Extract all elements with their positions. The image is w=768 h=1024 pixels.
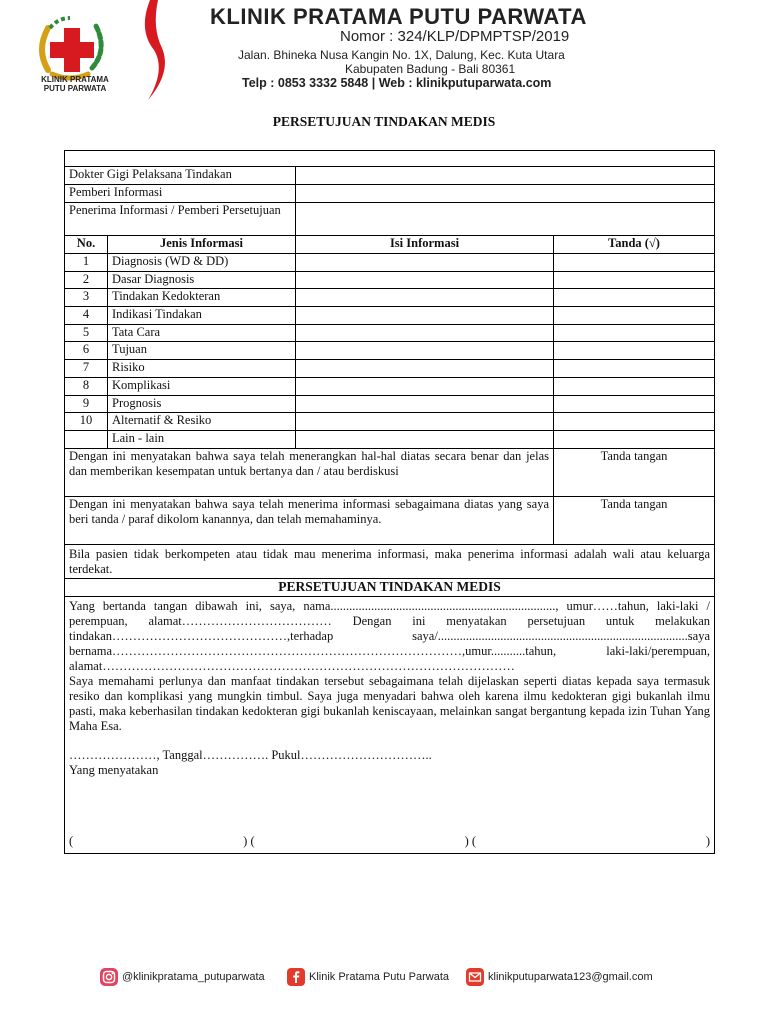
consent-paragraph-1[interactable]: Yang bertanda tangan dibawah ini, saya, nama........................................................................, umur……tahun, laki-laki / perempuan, alamat……………………………… Dengan ini menyatakan persetujuan untuk melakukan tindakan……………………………………,terhadap saya/................................................................................saya bernama…………………………………………………………………………,umur...........tahun, laki-laki/perempuan, alamat……………………………………………………………………………………… <box>69 598 710 673</box>
logo-caption-line2: PUTU PARWATA <box>43 84 107 93</box>
dokter-field[interactable] <box>296 167 715 185</box>
address-line2: Kabupaten Badung - Bali 80361 <box>345 62 516 76</box>
item-tanda-field[interactable] <box>554 254 715 272</box>
registration-number: Nomor : 324/KLP/DPMPTSP/2019 <box>340 28 570 45</box>
facebook-icon <box>287 968 305 986</box>
sig-close-3: ) <box>705 833 710 848</box>
contact-line: Telp : 0853 3332 5848 | Web : klinikputuparwata.com <box>242 76 552 90</box>
consent-paragraph-2: Saya memahami perlunya dan manfaat tindakan tersebut sebagaimana telah dijelaskan seperti diatas kepada saya termasuk resiko dan komplikasi yang mungkin timbul. Saya juga menyadari bahwa oleh karena ilmu kedokteran gigi bukanlah ilmu pasti, maka keberhasilan tindakan kedokteran gigi bukanlah keniscayaan, melainkan sangat bergantung kepada izin Tuhan Yang Maha Esa. <box>69 673 710 733</box>
info-items <box>65 254 715 449</box>
penerima-label: Penerima Informasi / Pemberi Persetujuan <box>65 203 296 236</box>
statement2-row <box>65 496 715 544</box>
item-tanda-field[interactable] <box>554 377 715 395</box>
table-row <box>65 360 715 378</box>
section-title: PERSETUJUAN TINDAKAN MEDIS <box>65 578 715 596</box>
item-tanda-field[interactable] <box>554 430 715 448</box>
item-no: 3 <box>65 289 108 307</box>
item-no: 5 <box>65 324 108 342</box>
item-tanda-field[interactable] <box>554 395 715 413</box>
item-no: 2 <box>65 271 108 289</box>
email-address: klinikputuparwata123@gmail.com <box>488 971 653 983</box>
item-isi-field[interactable] <box>296 360 554 378</box>
item-isi-field[interactable] <box>296 430 554 448</box>
item-tanda-field[interactable] <box>554 342 715 360</box>
col-isi-header: Isi Informasi <box>296 236 554 254</box>
item-no: 7 <box>65 360 108 378</box>
table-row <box>65 271 715 289</box>
item-no: 4 <box>65 307 108 325</box>
table-header-row <box>65 236 715 254</box>
mail-icon <box>466 968 484 986</box>
clinic-name: KLINIK PRATAMA PUTU PARWATA <box>210 4 587 29</box>
item-isi-field[interactable] <box>296 342 554 360</box>
item-isi-field[interactable] <box>296 254 554 272</box>
dokter-label: Dokter Gigi Pelaksana Tindakan <box>65 167 296 185</box>
penerima-row <box>65 203 715 236</box>
table-row <box>65 430 715 448</box>
blank-cell <box>65 151 715 167</box>
col-jenis-header: Jenis Informasi <box>108 236 296 254</box>
item-tanda-field[interactable] <box>554 307 715 325</box>
blank-top-row <box>65 151 715 167</box>
item-isi-field[interactable] <box>296 413 554 431</box>
item-jenis: Lain - lain <box>108 430 296 448</box>
item-jenis: Tujuan <box>108 342 296 360</box>
footer-email[interactable] <box>466 968 653 986</box>
statement1-row <box>65 448 715 496</box>
item-jenis: Dasar Diagnosis <box>108 271 296 289</box>
red-swoosh-decoration <box>132 0 172 100</box>
letterhead <box>0 0 768 104</box>
item-jenis: Tata Cara <box>108 324 296 342</box>
consent-body <box>65 596 715 853</box>
sig-open-1: ( <box>69 833 74 848</box>
item-isi-field[interactable] <box>296 324 554 342</box>
consent-form-table <box>64 150 715 854</box>
item-isi-field[interactable] <box>296 289 554 307</box>
wali-note: Bila pasien tidak berkompeten atau tidak mau menerima informasi, maka penerima informasi adalah wali atau keluarga terdekat. <box>65 544 715 578</box>
col-tanda-header: Tanda (√) <box>554 236 715 254</box>
item-jenis: Prognosis <box>108 395 296 413</box>
address-line1: Jalan. Bhineka Nusa Kangin No. 1X, Dalung, Kec. Kuta Utara <box>238 48 565 62</box>
table-row <box>65 254 715 272</box>
section-title-row <box>65 578 715 596</box>
item-no: 10 <box>65 413 108 431</box>
consent-body-row <box>65 596 715 853</box>
pemberi-label: Pemberi Informasi <box>65 185 296 203</box>
signature-line[interactable] <box>69 834 710 849</box>
logo-caption-line1: KLINIK PRATAMA <box>41 75 109 84</box>
item-no: 9 <box>65 395 108 413</box>
table-row <box>65 324 715 342</box>
item-tanda-field[interactable] <box>554 413 715 431</box>
sig-close-open-2: ) ( <box>243 833 255 848</box>
statement2-text: Dengan ini menyatakan bahwa saya telah menerima informasi sebagaimana diatas yang saya beri tanda / paraf dikolom kanannya, dan telah memahaminya. <box>65 496 554 544</box>
table-row <box>65 307 715 325</box>
footer-facebook[interactable] <box>287 968 449 986</box>
statement1-text: Dengan ini menyatakan bahwa saya telah menerangkan hal-hal diatas secara benar dan jelas dan memberikan kesempatan untuk bertanya dan / atau berdiskusi <box>65 448 554 496</box>
signature-cell-1[interactable]: Tanda tangan <box>554 448 715 496</box>
table-row <box>65 395 715 413</box>
item-no: 1 <box>65 254 108 272</box>
document-title: PERSETUJUAN TINDAKAN MEDIS <box>272 114 496 129</box>
footer-instagram[interactable] <box>100 968 265 986</box>
wali-note-row <box>65 544 715 578</box>
item-tanda-field[interactable] <box>554 289 715 307</box>
col-no-header: No. <box>65 236 108 254</box>
table-row <box>65 413 715 431</box>
item-no <box>65 430 108 448</box>
table-row <box>65 342 715 360</box>
item-no: 8 <box>65 377 108 395</box>
pemberi-row <box>65 185 715 203</box>
signature-cell-2[interactable]: Tanda tangan <box>554 496 715 544</box>
item-jenis: Tindakan Kedokteran <box>108 289 296 307</box>
item-tanda-field[interactable] <box>554 271 715 289</box>
logo-caption <box>20 75 130 93</box>
item-jenis: Indikasi Tindakan <box>108 307 296 325</box>
item-tanda-field[interactable] <box>554 360 715 378</box>
instagram-icon <box>100 968 118 986</box>
table-row <box>65 377 715 395</box>
instagram-handle: @klinikpratama_putuparwata <box>122 971 265 983</box>
item-isi-field[interactable] <box>296 307 554 325</box>
penerima-field[interactable] <box>296 203 715 236</box>
item-jenis: Risiko <box>108 360 296 378</box>
item-no: 6 <box>65 342 108 360</box>
item-jenis: Alternatif & Resiko <box>108 413 296 431</box>
pemberi-field[interactable] <box>296 185 715 203</box>
item-isi-field[interactable] <box>296 377 554 395</box>
item-isi-field[interactable] <box>296 271 554 289</box>
item-jenis: Komplikasi <box>108 377 296 395</box>
item-jenis: Diagnosis (WD & DD) <box>108 254 296 272</box>
table-row <box>65 289 715 307</box>
item-tanda-field[interactable] <box>554 324 715 342</box>
footer <box>0 962 768 992</box>
date-line[interactable]: …………………, Tanggal……………. Pukul………………………….. <box>69 747 432 762</box>
facebook-page: Klinik Pratama Putu Parwata <box>309 971 450 983</box>
item-isi-field[interactable] <box>296 395 554 413</box>
dokter-row <box>65 167 715 185</box>
sig-close-open-3: ) ( <box>464 833 477 848</box>
yang-menyatakan-label: Yang menyatakan <box>69 762 159 777</box>
